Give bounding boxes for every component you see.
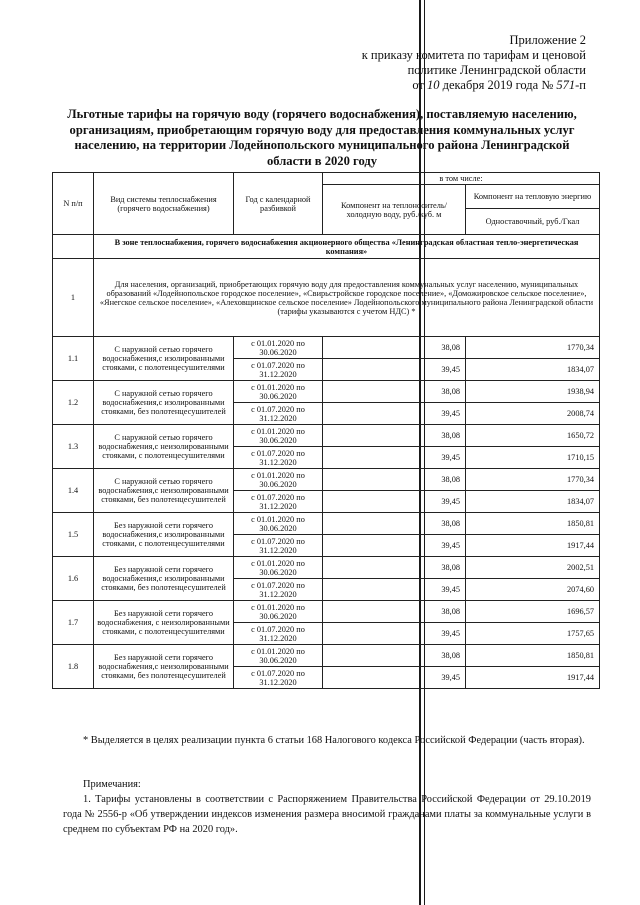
row-energy-1: 1850,81 — [466, 645, 600, 667]
row-energy-1: 1938,94 — [466, 381, 600, 403]
row-desc: С наружной сетью горячего водоснабжения,с неизолированными стояками, с полотенцесушителями — [94, 425, 234, 469]
header-line-3: политике Ленинградской области — [407, 63, 586, 77]
row-num: 1.2 — [53, 381, 94, 425]
row-period-1: с 01.01.2020 по 30.06.2020 — [234, 557, 323, 579]
row-num: 1.3 — [53, 425, 94, 469]
tariff-row — [53, 381, 600, 403]
tariff-row — [53, 337, 600, 359]
notes-title: Примечания: — [83, 779, 141, 790]
row-period-1: с 01.01.2020 по 30.06.2020 — [234, 337, 323, 359]
row-desc: С наружной сетью горячего водоснабжения,с изолированными стояками, без полотенцесушителей — [94, 381, 234, 425]
row-period-2: с 01.07.2020 по 31.12.2020 — [234, 535, 323, 557]
tariff-row — [53, 425, 600, 447]
row-period-2: с 01.07.2020 по 31.12.2020 — [234, 447, 323, 469]
zone-num-cell — [53, 235, 94, 259]
footnote: * Выделяется в целях реализации пункта 6 статьи 168 Налогового кодекса Российской Федерации (часть вторая). — [83, 735, 585, 746]
header-line-2: к приказу комитета по тарифам и ценовой — [361, 48, 586, 62]
title-line-4: области в 2020 году — [266, 153, 378, 168]
row-desc: Без наружной сети горячего водоснабжения,с неизолированными стояками, без полотенцесушителей — [94, 645, 234, 689]
row-period-2: с 01.07.2020 по 31.12.2020 — [234, 359, 323, 381]
row-energy-1: 2002,51 — [466, 557, 600, 579]
tariff-rows — [53, 337, 600, 689]
title-line-1: Льготные тарифы на горячую воду (горячего водоснабжения), поставляемую населению, — [67, 107, 577, 121]
row-carrier-1: 38,08 — [323, 601, 466, 623]
header-suffix: -п — [575, 78, 586, 92]
note-1: 1. Тарифы установлены в соответствии с Распоряжением Правительства Российской Федерации от 29.10.2019 года № 2556-р «Об утверждении индексов изменения размера вносимой гражданами платы за коммунальные услуги в среднем по субъектам РФ на 2020 год». — [63, 794, 591, 835]
header-energy-unit: Одноставочный, руб./Гкал — [466, 209, 600, 235]
row-energy-2: 2008,74 — [466, 403, 600, 425]
document-title — [52, 107, 592, 169]
row-desc: Без наружной сети горячего водоснабжения, с неизолированными стояками, с полотенцесушителями — [94, 601, 234, 645]
header-year: Год с календарной разбивкой — [234, 173, 323, 235]
header-incl: в том числе: — [323, 173, 600, 185]
tariff-table — [52, 172, 600, 689]
row-energy-1: 1770,34 — [466, 469, 600, 491]
header-date-prefix: от — [412, 78, 424, 92]
row-carrier-2: 39,45 — [323, 667, 466, 689]
header-line-4 — [286, 78, 586, 93]
row-desc: Без наружной сети горячего водоснабжения,с изолированными стояками, без полотенцесушителей — [94, 557, 234, 601]
tariff-row — [53, 513, 600, 535]
tariff-row — [53, 557, 600, 579]
row-energy-2: 1834,07 — [466, 359, 600, 381]
row-period-1: с 01.01.2020 по 30.06.2020 — [234, 469, 323, 491]
row-desc: Без наружной сети горячего водоснабжения,с изолированными стояками, с полотенцесушителями — [94, 513, 234, 557]
zone-row: В зоне теплоснабжения, горячего водоснабжения акционерного общества «Ленинградская областная тепло-энергетическая компания» — [94, 235, 600, 259]
row-num: 1.5 — [53, 513, 94, 557]
row-energy-2: 1834,07 — [466, 491, 600, 513]
row-desc: С наружной сетью горячего водоснабжения,с изолированными стояками, с полотенцесушителями — [94, 337, 234, 381]
tariff-row — [53, 601, 600, 623]
row-num: 1.6 — [53, 557, 94, 601]
row-num: 1.8 — [53, 645, 94, 689]
row-carrier-2: 39,45 — [323, 403, 466, 425]
row-num: 1.4 — [53, 469, 94, 513]
row-period-2: с 01.07.2020 по 31.12.2020 — [234, 623, 323, 645]
row-period-2: с 01.07.2020 по 31.12.2020 — [234, 491, 323, 513]
row-carrier-1: 38,08 — [323, 381, 466, 403]
group-num: 1 — [53, 259, 94, 337]
row-energy-1: 1650,72 — [466, 425, 600, 447]
header-day: 10 — [427, 78, 440, 92]
row-num: 1.1 — [53, 337, 94, 381]
row-energy-2: 1757,65 — [466, 623, 600, 645]
header-num: N п/п — [53, 173, 94, 235]
row-period-1: с 01.01.2020 по 30.06.2020 — [234, 381, 323, 403]
header-date-mid: декабря 2019 года № — [442, 78, 554, 92]
row-carrier-1: 38,08 — [323, 425, 466, 447]
row-energy-1: 1850,81 — [466, 513, 600, 535]
row-period-1: с 01.01.2020 по 30.06.2020 — [234, 601, 323, 623]
row-period-2: с 01.07.2020 по 31.12.2020 — [234, 403, 323, 425]
tariff-row — [53, 645, 600, 667]
group-desc: Для населения, организаций, приобретающих горячую воду для предоставления коммунальных услуг населению, муниципальных образований «Лодейнопольское городское поселение», «Свирьстройское городское поселение», «Доможировское сельское поселение», «Янегское сельское поселение», «Алеховщинское сельское поселение» Лодейнопольского муниципального района Ленинградской области (тарифы указываются с учетом НДС) * — [94, 259, 600, 337]
row-carrier-2: 39,45 — [323, 623, 466, 645]
row-carrier-1: 38,08 — [323, 557, 466, 579]
row-period-1: с 01.01.2020 по 30.06.2020 — [234, 513, 323, 535]
header-line-1: Приложение 2 — [509, 33, 586, 47]
title-line-2: организациям, приобретающим горячую воду для предоставления коммунальных услуг — [69, 122, 575, 137]
row-energy-2: 2074,60 — [466, 579, 600, 601]
row-carrier-1: 38,08 — [323, 469, 466, 491]
row-carrier-2: 39,45 — [323, 535, 466, 557]
row-carrier-2: 39,45 — [323, 447, 466, 469]
header-carrier: Компонент на теплоноситель/холодную воду, руб./куб. м — [323, 185, 466, 235]
row-num: 1.7 — [53, 601, 94, 645]
header-number: 571 — [556, 78, 576, 92]
approval-header — [286, 33, 586, 93]
row-carrier-2: 39,45 — [323, 491, 466, 513]
row-carrier-2: 39,45 — [323, 359, 466, 381]
row-carrier-1: 38,08 — [323, 645, 466, 667]
row-energy-2: 1917,44 — [466, 535, 600, 557]
row-desc: С наружной сетью горячего водоснабжения,с неизолированными стояками, без полотенцесушителей — [94, 469, 234, 513]
row-period-2: с 01.07.2020 по 31.12.2020 — [234, 579, 323, 601]
row-energy-1: 1696,57 — [466, 601, 600, 623]
row-period-1: с 01.01.2020 по 30.06.2020 — [234, 425, 323, 447]
row-energy-1: 1770,34 — [466, 337, 600, 359]
header-energy: Компонент на тепловую энергию — [466, 185, 600, 209]
tariff-row — [53, 469, 600, 491]
row-energy-2: 1917,44 — [466, 667, 600, 689]
row-period-1: с 01.01.2020 по 30.06.2020 — [234, 645, 323, 667]
row-carrier-1: 38,08 — [323, 337, 466, 359]
title-line-3: населению, на территории Лодейнопольского муниципального района Ленинградской — [74, 138, 570, 152]
header-system: Вид системы теплоснабжения (горячего водоснабжения) — [94, 173, 234, 235]
row-carrier-1: 38,08 — [323, 513, 466, 535]
row-carrier-2: 39,45 — [323, 579, 466, 601]
row-energy-2: 1710,15 — [466, 447, 600, 469]
row-period-2: с 01.07.2020 по 31.12.2020 — [234, 667, 323, 689]
